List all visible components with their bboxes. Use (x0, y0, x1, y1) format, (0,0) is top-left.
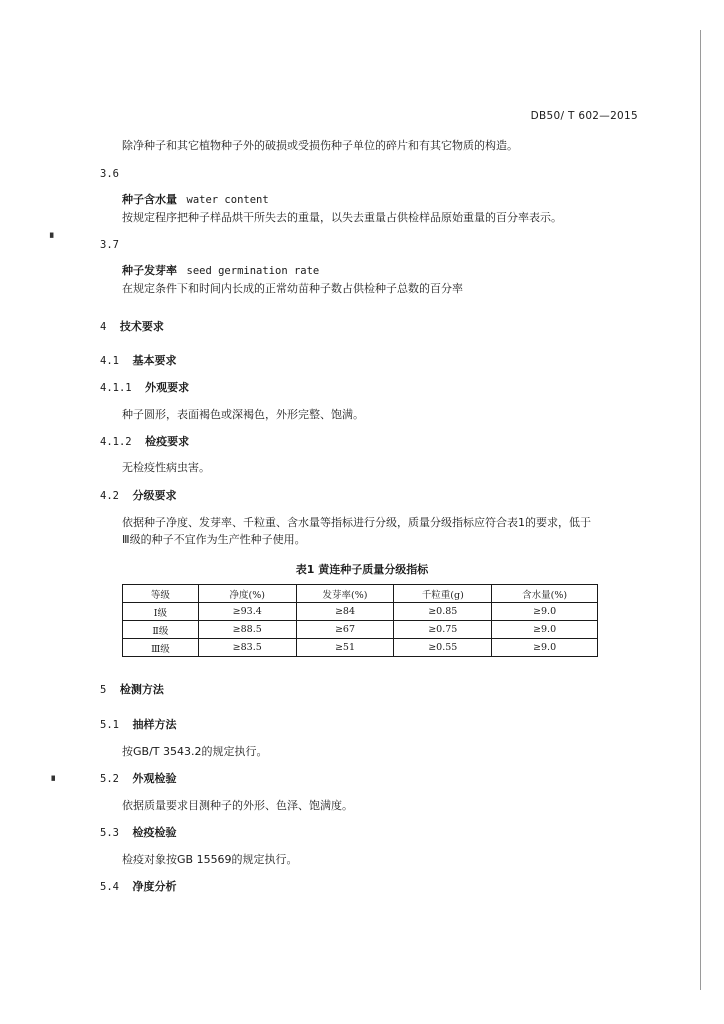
section-heading (100, 435, 189, 449)
section-number: 5.2 (100, 773, 119, 785)
scan-speck: ▘ (50, 234, 57, 244)
section-number: 5.1 (100, 719, 119, 731)
term-definition: 在规定条件下和时间内长成的正常幼苗种子数占供检种子总数的百分率 (122, 282, 463, 295)
section-heading (100, 880, 176, 894)
table-header-cell: 千粒重(g) (394, 585, 492, 603)
table-cell: Ⅲ级 (123, 639, 199, 657)
section-title: 外观检验 (132, 772, 177, 785)
continued-definition-text: 除净种子和其它植物种子外的破损或受损伤种子单位的碎片和有其它物质的构造。 (122, 139, 518, 152)
section-title: 技术要求 (119, 320, 164, 333)
clause-number: 3.6 (100, 168, 119, 180)
section-number: 5.3 (100, 827, 119, 839)
table-caption: 表1 黄连种子质量分级指标 (295, 563, 429, 576)
section-heading (100, 489, 176, 503)
table-header-cell: 含水量(%) (492, 585, 598, 603)
section-title: 分级要求 (132, 489, 177, 502)
table-cell: ≥0.85 (394, 603, 492, 621)
paragraph-text: 检疫对象按GB 15569的规定执行。 (122, 853, 298, 866)
page-edge-line (700, 30, 701, 990)
section-number: 4 (100, 321, 107, 333)
scan-speck: ▝ (48, 777, 55, 787)
section-number: 4.2 (100, 490, 119, 502)
table-cell: ≥51 (296, 639, 394, 657)
section-number: 5 (100, 684, 107, 696)
table-cell: ≥9.0 (492, 621, 598, 639)
term-name: 种子含水量 (122, 193, 177, 206)
section-title: 基本要求 (132, 354, 177, 367)
table-cell: ≥84 (296, 603, 394, 621)
section-title: 检疫要求 (145, 435, 190, 448)
section-heading (100, 826, 176, 840)
section-number: 4.1 (100, 355, 119, 367)
section-number: 4.1.1 (100, 382, 132, 394)
section-heading (100, 354, 176, 368)
table-header-cell: 发芽率(%) (296, 585, 394, 603)
section-heading (100, 718, 176, 732)
paragraph-text: 依据质量要求目测种子的外形、色泽、饱满度。 (122, 799, 353, 812)
term-heading (122, 193, 269, 207)
section-title: 抽样方法 (132, 718, 177, 731)
table-cell: ≥9.0 (492, 639, 598, 657)
table-cell: Ⅰ级 (123, 603, 199, 621)
table-header-cell: 净度(%) (198, 585, 296, 603)
paragraph-text: 依据种子净度、发芽率、千粒重、含水量等指标进行分级，质量分级指标应符合表1的要求，低于 (122, 516, 591, 529)
term-name: 种子发芽率 (122, 264, 177, 277)
table-cell: ≥0.75 (394, 621, 492, 639)
table-cell: Ⅱ级 (123, 621, 199, 639)
section-title: 净度分析 (132, 880, 177, 893)
table-cell: ≥9.0 (492, 603, 598, 621)
table-header-row (123, 585, 598, 603)
section-heading (100, 772, 176, 786)
term-heading (122, 264, 319, 278)
table-row (123, 621, 598, 639)
term-english: water content (186, 194, 269, 206)
term-definition: 按规定程序把种子样品烘干所失去的重量，以失去重量占供检样品原始重量的百分率表示。 (122, 211, 562, 224)
table-row (123, 639, 598, 657)
table-header-cell: 等级 (123, 585, 199, 603)
table-cell: ≥93.4 (198, 603, 296, 621)
grade-table (122, 584, 598, 657)
term-english: seed germination rate (186, 265, 320, 277)
table-cell: ≥67 (296, 621, 394, 639)
section-number: 4.1.2 (100, 436, 132, 448)
table-cell: ≥88.5 (198, 621, 296, 639)
document-code: DB50/ T 602—2015 (530, 110, 638, 122)
section-heading (100, 381, 189, 395)
paragraph-text: 种子圆形，表面褐色或深褐色，外形完整、饱满。 (122, 408, 364, 421)
section-title: 检疫检验 (132, 826, 177, 839)
section-title: 外观要求 (145, 381, 190, 394)
section-title: 检测方法 (119, 683, 164, 696)
paragraph-text: 无检疫性病虫害。 (122, 461, 210, 474)
paragraph-text: Ⅲ级的种子不宜作为生产性种子使用。 (122, 533, 306, 546)
table-row (123, 603, 598, 621)
clause-number: 3.7 (100, 239, 119, 251)
section-number: 5.4 (100, 881, 119, 893)
table-cell: ≥83.5 (198, 639, 296, 657)
section-heading (100, 320, 164, 334)
paragraph-text: 按GB/T 3543.2的规定执行。 (122, 745, 268, 758)
section-heading (100, 683, 164, 697)
table-cell: ≥0.55 (394, 639, 492, 657)
